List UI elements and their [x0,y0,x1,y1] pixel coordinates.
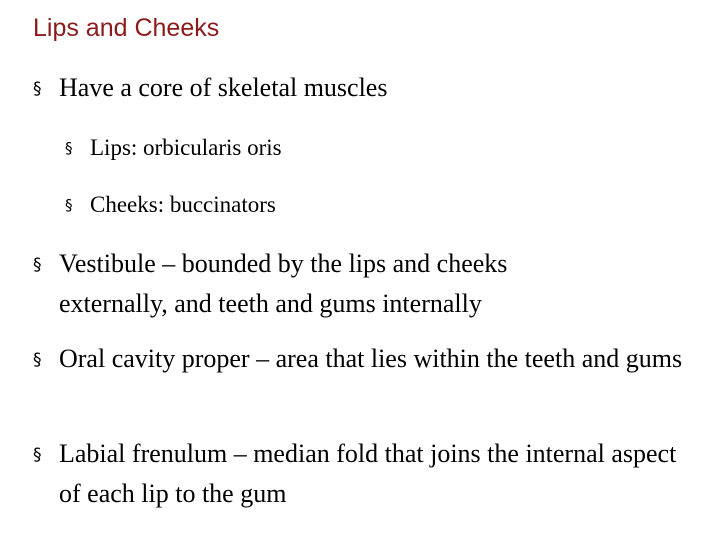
sub-bullet-marker-icon: § [65,196,73,214]
bullet-item [33,434,703,514]
slide-title: Lips and Cheeks [33,14,220,42]
sub-bullet-text: Lips: orbicularis oris [90,135,282,160]
bullet-marker-icon: § [33,350,42,370]
bullet-item [33,244,613,324]
bullet-item [33,68,703,108]
bullet-text: Vestibule – bounded by the lips and cheeks externally, and teeth and gums internally [59,249,508,318]
bullet-item [33,339,683,379]
bullet-text: Labial frenulum – median fold that joins the internal aspect of each lip to the gum [59,439,677,508]
bullet-marker-icon: § [33,445,42,465]
bullet-text: Have a core of skeletal muscles [59,73,388,102]
bullet-text: Oral cavity proper – area that lies within the teeth and gums [59,344,683,373]
sub-bullet-item [65,132,685,164]
sub-bullet-text: Cheeks: buccinators [90,192,276,217]
bullet-marker-icon: § [33,255,42,275]
bullet-marker-icon: § [33,79,42,99]
sub-bullet-marker-icon: § [65,139,73,157]
sub-bullet-item [65,189,685,221]
